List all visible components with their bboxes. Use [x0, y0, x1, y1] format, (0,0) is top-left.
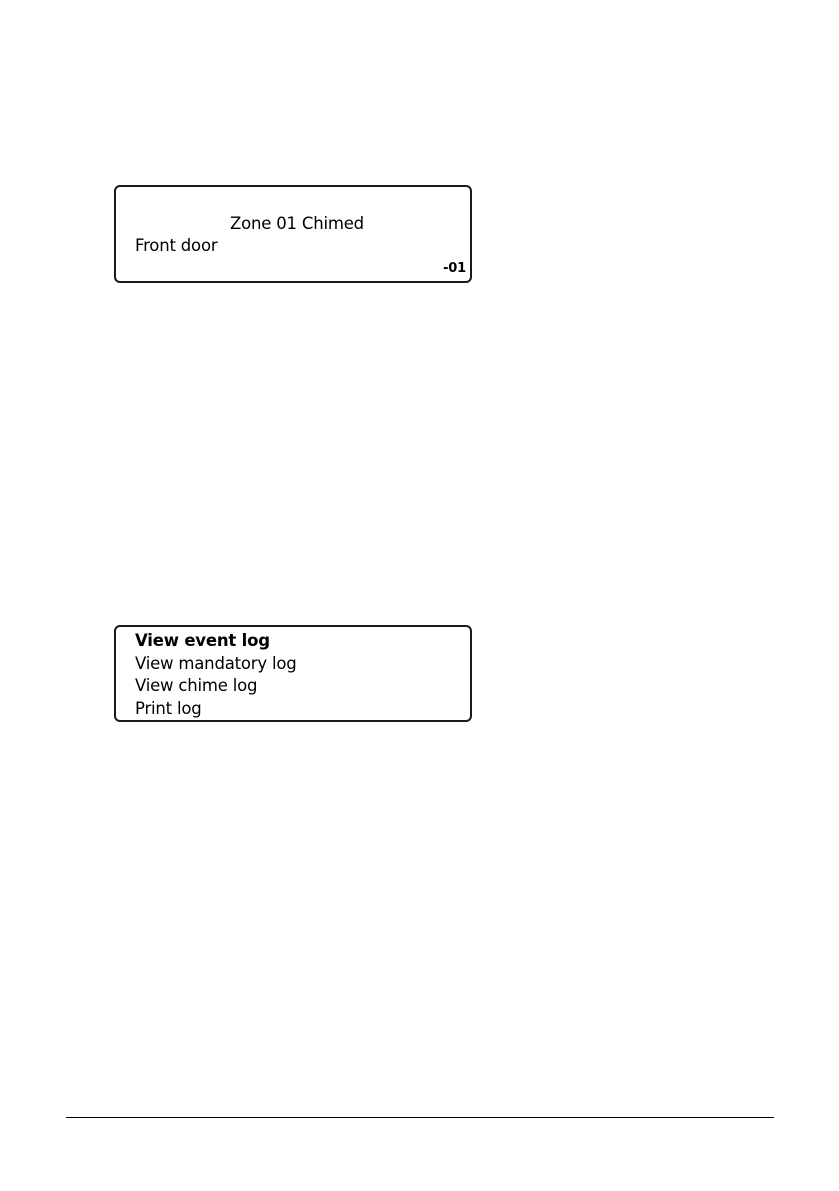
menu-item-print-log[interactable]: Print log: [135, 698, 202, 718]
menu-item-view-chime-log[interactable]: View chime log: [135, 676, 258, 695]
footer-divider: [66, 1117, 774, 1118]
menu-item-view-event-log[interactable]: View event log: [135, 631, 270, 650]
log-menu-list: [135, 630, 297, 720]
chime-lcd-display: [114, 185, 472, 283]
chime-message: Zone 01 Chimed: [230, 214, 364, 233]
zone-name: Front door: [135, 236, 218, 255]
log-menu-lcd-display: [114, 625, 472, 722]
menu-item-view-mandatory-log[interactable]: View mandatory log: [135, 653, 297, 673]
zone-code: -01: [443, 261, 466, 276]
